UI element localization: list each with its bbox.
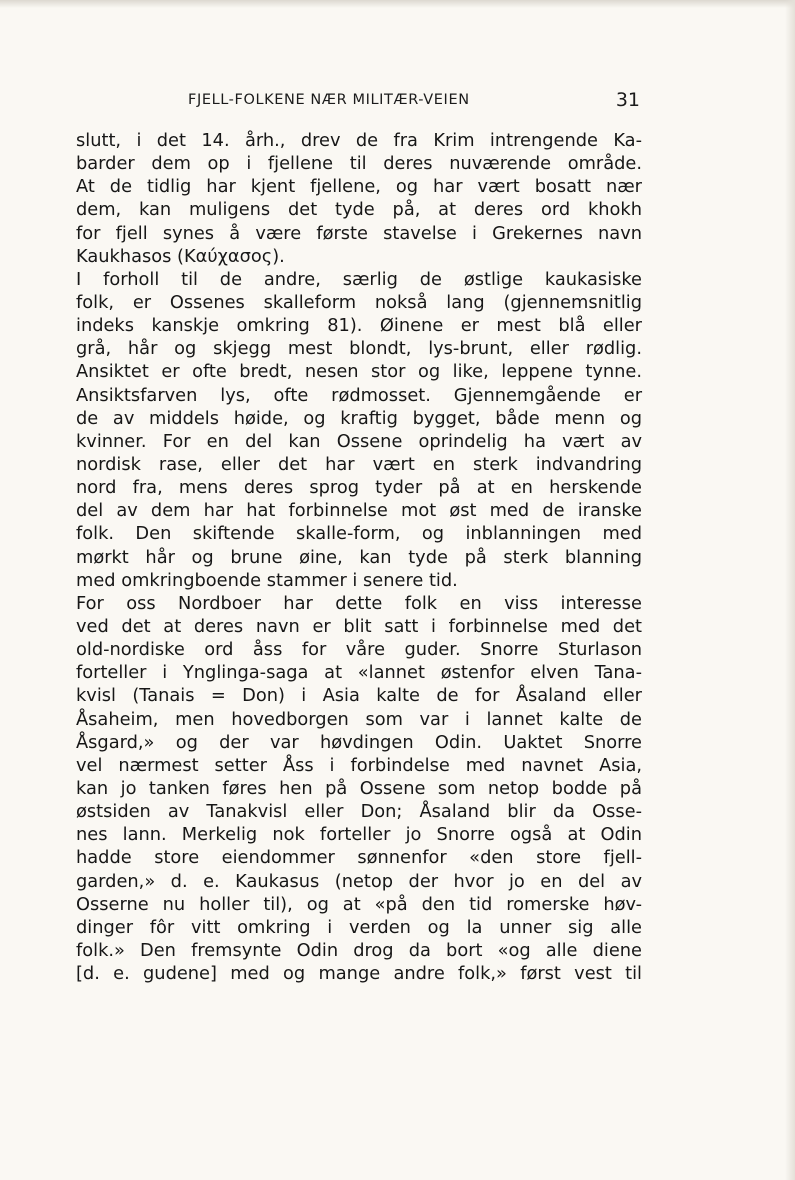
text-line: At de tidlig har kjent fjellene, og har vært bosatt nær: [76, 176, 642, 198]
text-line: For oss Nordboer har dette folk en viss interesse: [76, 592, 642, 614]
text-line: dem, kan muligens det tyde på, at deres ord khokh: [76, 199, 642, 221]
text-line: [d. e. gudene] med og mange andre folk,» først vest til: [76, 963, 642, 985]
text-line: old-nordiske ord åss for våre guder. Snorre Sturlason: [76, 639, 642, 661]
text-line: garden,» d. e. Kaukasus (netop der hvor jo en del av: [76, 870, 642, 892]
body-text: [76, 129, 642, 985]
text-line: forteller i Ynglinga-saga at «lannet østenfor elven Tana-: [76, 662, 642, 684]
text-line: Åsgard,» og der var høvdingen Odin. Uaktet Snorre: [76, 731, 642, 753]
text-line: folk.» Den fremsynte Odin drog da bort «og alle diene: [76, 939, 642, 961]
text-line: nordisk rase, eller det har vært en sterk indvandring: [76, 453, 642, 475]
text-line: I forholl til de andre, særlig de østlige kaukasiske: [76, 268, 642, 290]
text-line: mørkt hår og brune øine, kan tyde på sterk blanning: [76, 546, 642, 568]
text-line: kvinner. For en del kan Ossene oprindelig ha vært av: [76, 430, 642, 452]
text-line: for fjell synes å være første stavelse i Grekernes navn: [76, 222, 642, 244]
text-line: dinger fôr vitt omkring i verden og la unner sig alle: [76, 916, 642, 938]
text-line: de av middels høide, og kraftig bygget, både menn og: [76, 407, 642, 429]
page-number: 31: [615, 89, 640, 111]
page-top-edge: [0, 0, 795, 8]
text-line: slutt, i det 14. årh., drev de fra Krim intrengende Ka-: [76, 130, 642, 151]
text-line: nord fra, mens deres sprog tyder på at en herskende: [76, 477, 642, 499]
text-line: vel nærmest setter Åss i forbindelse med navnet Asia,: [76, 754, 642, 776]
text-line: barder dem op i fjellene til deres nuværende område.: [76, 153, 642, 175]
text-line: Åsaheim, men hovedborgen som var i lannet kalte de: [76, 708, 642, 730]
text-line: hadde store eiendommer sønnenfor «den store fjell-: [76, 847, 642, 869]
text-line: Ansiktsfarven lys, ofte rødmosset. Gjennemgående er: [76, 384, 642, 406]
text-line: kan jo tanken føres hen på Ossene som netop bodde på: [76, 777, 642, 799]
text-line: Ansiktet er ofte bredt, nesen stor og like, leppene tynne.: [76, 361, 642, 383]
text-line: folk. Den skiftende skalle-form, og inblanningen med: [76, 523, 642, 545]
text-line: indeks kanskje omkring 81). Øinene er mest blå eller: [76, 315, 642, 337]
text-line: grå, hår og skjegg mest blondt, lys-brunt, eller rødlig.: [76, 338, 642, 360]
text-line: med omkringboende stammer i senere tid.: [76, 569, 458, 591]
text-line: folk, er Ossenes skalleform nokså lang (gjennemsnitlig: [76, 291, 642, 313]
text-line: Osserne nu holler til), og at «på den tid romerske høv-: [76, 893, 642, 915]
text-line: østsiden av Tanakvisl eller Don; Åsaland blir da Osse-: [76, 801, 642, 823]
text-line: nes lann. Merkelig nok forteller jo Snorre også at Odin: [76, 824, 642, 846]
text-line: ved det at deres navn er blit satt i forbinnelse med det: [76, 615, 642, 637]
page-right-edge: [785, 0, 795, 1180]
text-line: Kaukhasos (Καύχασος).: [76, 245, 285, 267]
running-head: FJELL-FOLKENE NÆR MILITÆR-VEIEN: [188, 92, 470, 108]
text-line: kvisl (Tanais = Don) i Asia kalte de for Åsaland eller: [76, 685, 642, 707]
page-header: [76, 89, 642, 115]
text-line: del av dem har hat forbinnelse mot øst med de iranske: [76, 500, 642, 522]
